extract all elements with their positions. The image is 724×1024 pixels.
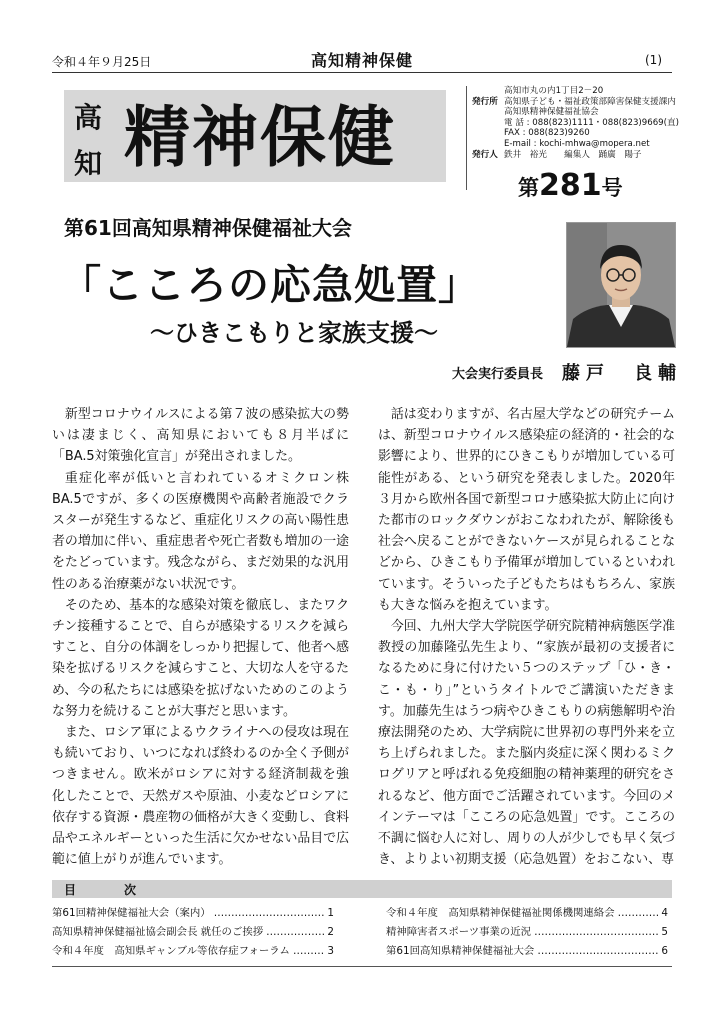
publisher-info-row [472, 139, 682, 150]
paragraph: 今回、九州大学大学院医学研究院精神病態医学准教授の加藤隆弘先生より、“家族が最初の支援者になるために身に付けたい５つのステップ「ひ・き・こ・も・り」”というタイトルでご講演いただきます。加藤先生はうつ病やひきこもりの病態解明や治療法開発のため、大学病院に世界初の専門外来を立ち上げられました。また脳内炎症に深く関わるミクログリアと呼ばれる免疫細胞の精神薬理的研究をされるなど、他方面でご活躍されています。今回のメインテーマは「こころの応急処置」です。こころの不調に悩む人に対し、周りの人が少しでも早く気づき、よりよい初期支援（応急処置）をおこない、専 [378, 619, 675, 868]
publisher-info-key [472, 139, 504, 150]
author-name: 藤戸 良輔 [562, 363, 682, 384]
paragraph: 重症化率が低いと言われているオミクロン株BA.5ですが、多くの医療機関や高齢者施設でクラスターが発生するなど、重症化リスクの高い陽性患者の増加に伴い、重症患者や死亡者数も増加の一途をたどっています。残念ながら、まだ効果的な汎用性のある治療薬がない状況です。 [52, 470, 349, 592]
issue-number: 第281号 [518, 168, 623, 203]
toc-item-page: 5 [661, 926, 668, 938]
event-name: 第61回高知県精神保健福祉大会 [64, 216, 352, 240]
publisher-info-value: 高知県子ども・福祉政策部障害保健支援課内 [504, 96, 676, 107]
publisher-info-value: 電 話 : 088(823)1111・088(823)9669(直) [504, 117, 679, 128]
issue-date: 令和４年９月25日 [52, 55, 152, 69]
publisher-info-value: 鉄井 裕光 編集人 踊廣 陽子 [504, 149, 642, 160]
paragraph: そのため、基本的な感染対策を徹底し、またワクチン接種することで、自らが感染するリスクを減らすこと、自分の体調をしっかり把握して、他者へ感染を拡げるリスクを減らすこと、大切な人を守るため、今の私たちには感染を拡げないためのこのような努力を続けることが大事だと思います。 [52, 597, 349, 719]
toc-item-title: 第61回精神保健福祉大会（案内） [52, 907, 211, 919]
publisher-info-row [472, 86, 682, 97]
paragraph: また、ロシア軍によるウクライナへの侵攻は現在も続いており、いつになれば終わるのか全く予側がつきません。欧米がロシアに対する経済制裁を強化したことで、天然ガスや原油、小麦などロシアに依存する資源・農産物の価格が大きく変動し、食料品やエネルギーといった生活に欠かせない品目で広範に値上がりが進んでいます。 [52, 725, 349, 868]
masthead-title: 精神保健 [124, 98, 396, 176]
toc-leader-dots [534, 923, 658, 942]
header-rule [52, 72, 672, 73]
masthead-prefecture: 高 知 [74, 101, 103, 180]
toc-item[interactable] [52, 904, 334, 923]
paragraph: 話は変わりますが、名古屋大学などの研究チームは、新型コロナウイルス感染症の経済的・社会的な影響により、世界的にひきこもりが増加している可能性がある、という研究を発表しました。2020年３月から欧州各国で新型コロナ感染拡大防止に向けた都市のロックダウンがおこなわれたが、解除後も社会へ戻ることができないケースが見られることなどから、ひきこもり予備軍が増加しているといわれています。そういった子どもたちはもちろん、家族も大きな悩みを抱えています。 [378, 407, 675, 613]
publisher-info-row [472, 97, 682, 108]
toc-leader-dots [266, 923, 324, 942]
publisher-info-key [472, 128, 504, 139]
publisher-info-row [472, 150, 682, 161]
toc-item[interactable] [386, 942, 668, 961]
toc-item-title: 令和４年度 高知県ギャンブル等依存症フォーラム [52, 945, 290, 957]
toc-right [386, 904, 668, 961]
article-subtitle: ～ひきこもりと家族支援～ [150, 318, 438, 347]
newsletter-name: 高知精神保健 [310, 51, 413, 70]
toc-bottom-rule [52, 966, 672, 967]
toc-leader-dots [293, 942, 324, 961]
toc-item-title: 令和４年度 高知県精神保健福祉関係機関連絡会 [386, 907, 615, 919]
toc-leader-dots [214, 904, 325, 923]
author-photo [566, 222, 676, 348]
publisher-info [472, 86, 682, 160]
toc-title: 目 次 [64, 883, 155, 897]
publisher-info-key [472, 107, 504, 118]
publisher-info-key [472, 118, 504, 129]
article-title: 「こころの応急処置」 [60, 261, 480, 309]
publisher-info-key: 発行所 [472, 96, 498, 107]
publisher-info-value: 高知県精神保健福祉協会 [504, 107, 599, 118]
publisher-info-value: E-mail : kochi-mhwa@mopera.net [504, 138, 650, 149]
publisher-info-key [472, 86, 504, 97]
toc-item-page: 2 [327, 926, 334, 938]
paragraph: 新型コロナウイルスによる第７波の感染拡大の勢いは凄まじく、高知県においても８月半ばに「BA.5対策強化宣言」が発出されました。 [52, 407, 349, 465]
publisher-info-row [472, 107, 682, 118]
masthead-divider [466, 86, 467, 190]
toc-item-page: 3 [327, 945, 334, 957]
article-column-left [52, 404, 349, 870]
publisher-info-row [472, 118, 682, 129]
toc-item[interactable] [386, 904, 668, 923]
toc-left [52, 904, 334, 961]
toc-leader-dots [537, 942, 658, 961]
publisher-info-row [472, 128, 682, 139]
author-role: 大会実行委員長 [452, 367, 544, 382]
page-number: (1) [645, 53, 662, 67]
article-column-right [378, 404, 675, 870]
publisher-info-value: FAX : 088(823)9260 [504, 128, 590, 139]
toc-item-page: 1 [327, 907, 334, 919]
toc-item-page: 4 [661, 907, 668, 919]
toc-item-title: 高知県精神保健福祉協会副会長 就任のご挨拶 [52, 926, 264, 938]
publisher-info-key: 発行人 [472, 149, 498, 160]
toc-item[interactable] [52, 942, 334, 961]
toc-leader-dots [618, 904, 659, 923]
toc-item-title: 精神障害者スポーツ事業の近況 [386, 926, 532, 938]
publisher-info-value: 高知市丸の内1丁目2－20 [504, 86, 604, 96]
toc-item-title: 第61回高知県精神保健福祉大会 [386, 945, 535, 957]
toc-item[interactable] [52, 923, 334, 942]
toc-item-page: 6 [661, 945, 668, 957]
toc-item[interactable] [386, 923, 668, 942]
